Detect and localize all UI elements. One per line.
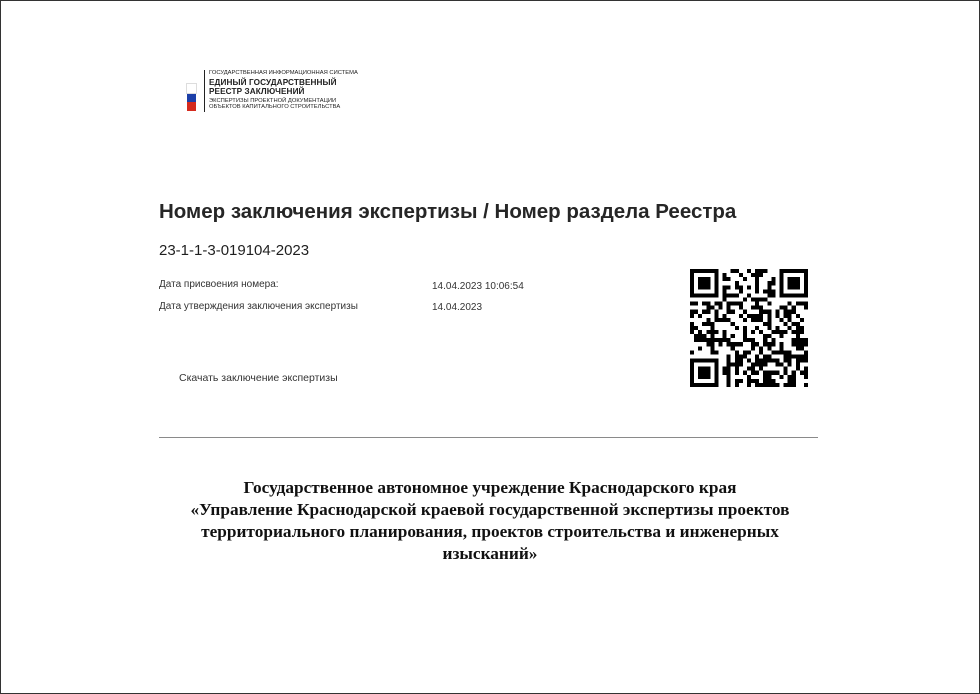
- organization-line-2: «Управление Краснодарской краевой государственной экспертизы проектов: [190, 500, 790, 519]
- flag-white-stripe: [187, 84, 196, 93]
- section-divider: [159, 437, 818, 438]
- logo-text: [209, 70, 358, 110]
- russian-flag-icon: [187, 84, 196, 111]
- logo-line-5: ОБЪЕКТОВ КАПИТАЛЬНОГО СТРОИТЕЛЬСТВА: [209, 104, 341, 110]
- flag-red-stripe: [187, 102, 196, 111]
- organization-line-3: территориального планирования, проектов строительства и инженерных: [201, 522, 779, 541]
- logo-line-3: РЕЕСТР ЗАКЛЮЧЕНИЙ: [209, 87, 305, 96]
- approval-date-value: 14.04.2023: [432, 302, 483, 313]
- organization-line-1: Государственное автономное учреждение Краснодарского края: [243, 478, 737, 497]
- qr-code-icon[interactable]: [690, 269, 808, 387]
- registry-number: 23-1-1-3-019104-2023: [159, 242, 310, 259]
- logo-line-4: ЭКСПЕРТИЗЫ ПРОЕКТНОЙ ДОКУМЕНТАЦИИ: [209, 98, 337, 104]
- page-title: Номер заключения экспертизы / Номер раздела Реестра: [159, 200, 737, 223]
- organization-line-4: изысканий»: [442, 544, 538, 563]
- assignment-date-label: Дата присвоения номера:: [159, 279, 279, 290]
- qr-modules: [690, 269, 808, 387]
- assignment-date-value: 14.04.2023 10:06:54: [432, 281, 524, 292]
- organization-name: [150, 477, 830, 565]
- approval-date-label: Дата утверждения заключения экспертизы: [159, 301, 358, 312]
- flag-blue-stripe: [187, 93, 196, 102]
- logo-line-2: ЕДИНЫЙ ГОСУДАРСТВЕННЫЙ: [209, 78, 337, 87]
- logo-divider: [204, 70, 205, 112]
- logo-line-1: ГОСУДАРСТВЕННАЯ ИНФОРМАЦИОННАЯ СИСТЕМА: [209, 70, 358, 76]
- download-conclusion-link[interactable]: Скачать заключение экспертизы: [179, 372, 338, 384]
